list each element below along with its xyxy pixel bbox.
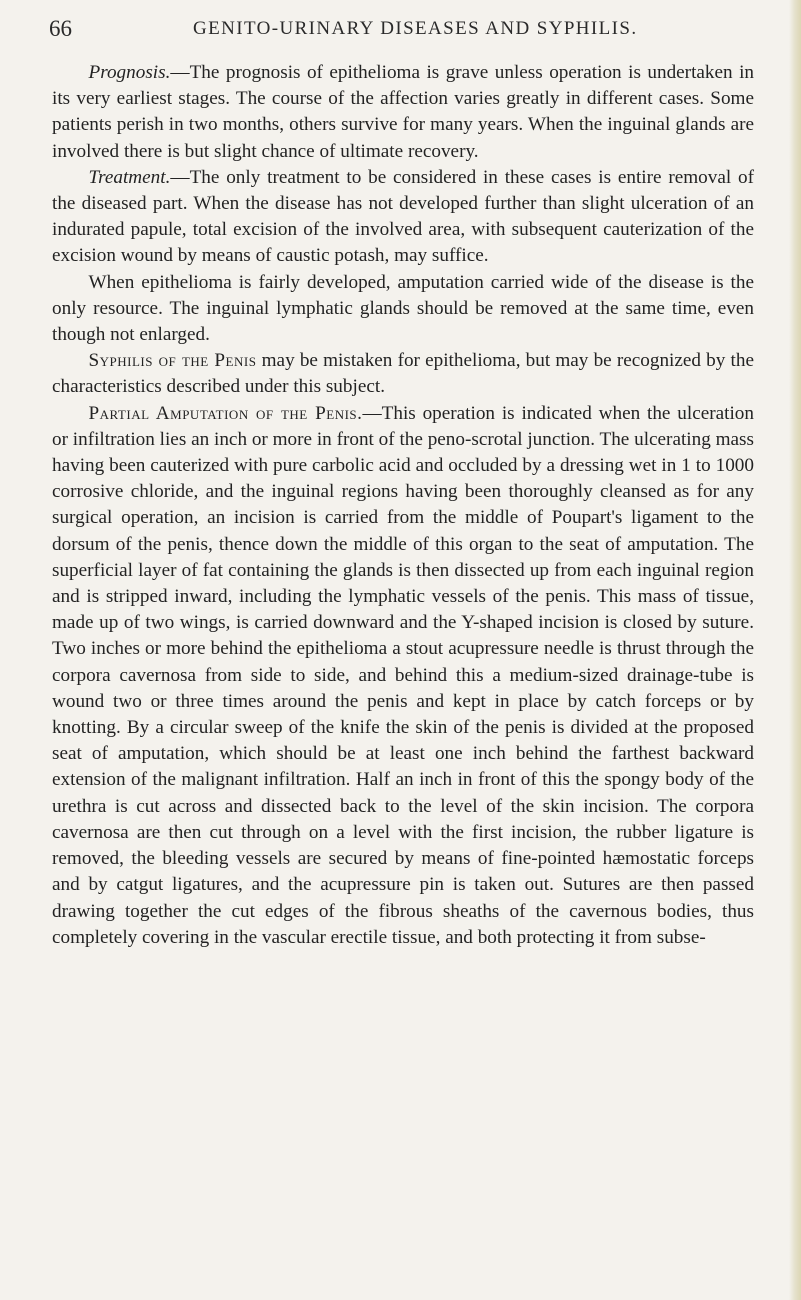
page-edge — [789, 0, 801, 1300]
paragraph-lead: Partial Amputation of the Penis. — [88, 402, 363, 424]
paragraph-lead: Syphilis of the Penis — [88, 350, 257, 372]
running-head: GENITO-URINARY DISEASES AND SYPHILIS. — [193, 18, 638, 39]
paragraph-lead: Treatment. — [88, 166, 171, 188]
paragraph-text: —This operation is indicated when the ulceration or infiltration lies an inch or more in front of the peno-scrotal junction. The ulcerating mass having been cauterized with pure carbolic acid and occluded by a dressing wet in 1 to 1000 corrosive chloride, and the inguinal regions having been thoroughly cleansed as for any surgical operation, an incision is carried from the middle of Poupart's ligament to the dorsum of the penis, thence down the middle of this organ to the seat of amputation. The superficial layer of fat containing the glands is then dissected up from each inguinal region and is stripped inward, including the lymphatic vessels of the penis. This mass of tissue, made up of two wings, is carried downward and the Y-shaped incision is closed by suture. Two inches or more behind the epithelioma a stout acupressure needle is thrust through the corpora cavernosa from side to side, and behind this a medium-sized drainage-tube is wound two or three times around the penis and kept in place by catch forceps or by knotting. By a circular sweep of the knife the skin of the penis is divided at the proposed seat of amputation, which should be at least one inch behind the farthest backward extension of the malignant infiltration. Half an inch in front of this the spongy body of the urethra is cut across and dissected back to the level of the skin incision. The corpora cavernosa are then cut through on a level with the first incision, the rubber ligature is removed, the bleeding vessels are secured by means of fine-pointed hæmostatic forceps and by catgut ligatures, and the acupressure pin is taken out. Sutures are then passed drawing together the cut edges of the fibrous sheaths of the cavernous bodies, thus completely covering in the vascular erectile tissue, and both protecting it from subse- — [52, 402, 754, 948]
page-number: 66 — [49, 16, 72, 41]
paragraph-lead: Prognosis. — [88, 62, 171, 83]
paragraph-treatment — [52, 165, 754, 270]
paragraph-text: When epithelioma is fairly developed, amputation carried wide of the disease is the only resource. The inguinal lymphatic glands should be removed at the same time, even though not enlarged. — [52, 271, 754, 346]
page-header — [49, 12, 759, 46]
paragraph-text: —The only treatment to be considered in these cases is entire removal of the diseased part. When the disease has not developed further than slight ulceration of an indurated papule, total excision of the involved area, with subsequent cauterization of the excision wound by means of caustic potash, may suffice. — [52, 166, 754, 267]
body-text — [52, 60, 754, 951]
paragraph-text: —The prognosis of epithelioma is grave unless operation is undertaken in its very earliest stages. The course of the affection varies greatly in different cases. Some patients perish in two months, others survive for many years. When the inguinal glands are involved there is but slight chance of ultimate recovery. — [52, 62, 754, 162]
paragraph-amputation-resource — [52, 270, 754, 349]
paragraph-partial-amputation — [52, 401, 754, 951]
paragraph-text: may be mistaken for epithelioma, but may be recognized by the characteristics described under this subject. — [52, 350, 754, 398]
paragraph-syphilis — [52, 348, 754, 400]
paragraph-prognosis — [52, 60, 754, 165]
